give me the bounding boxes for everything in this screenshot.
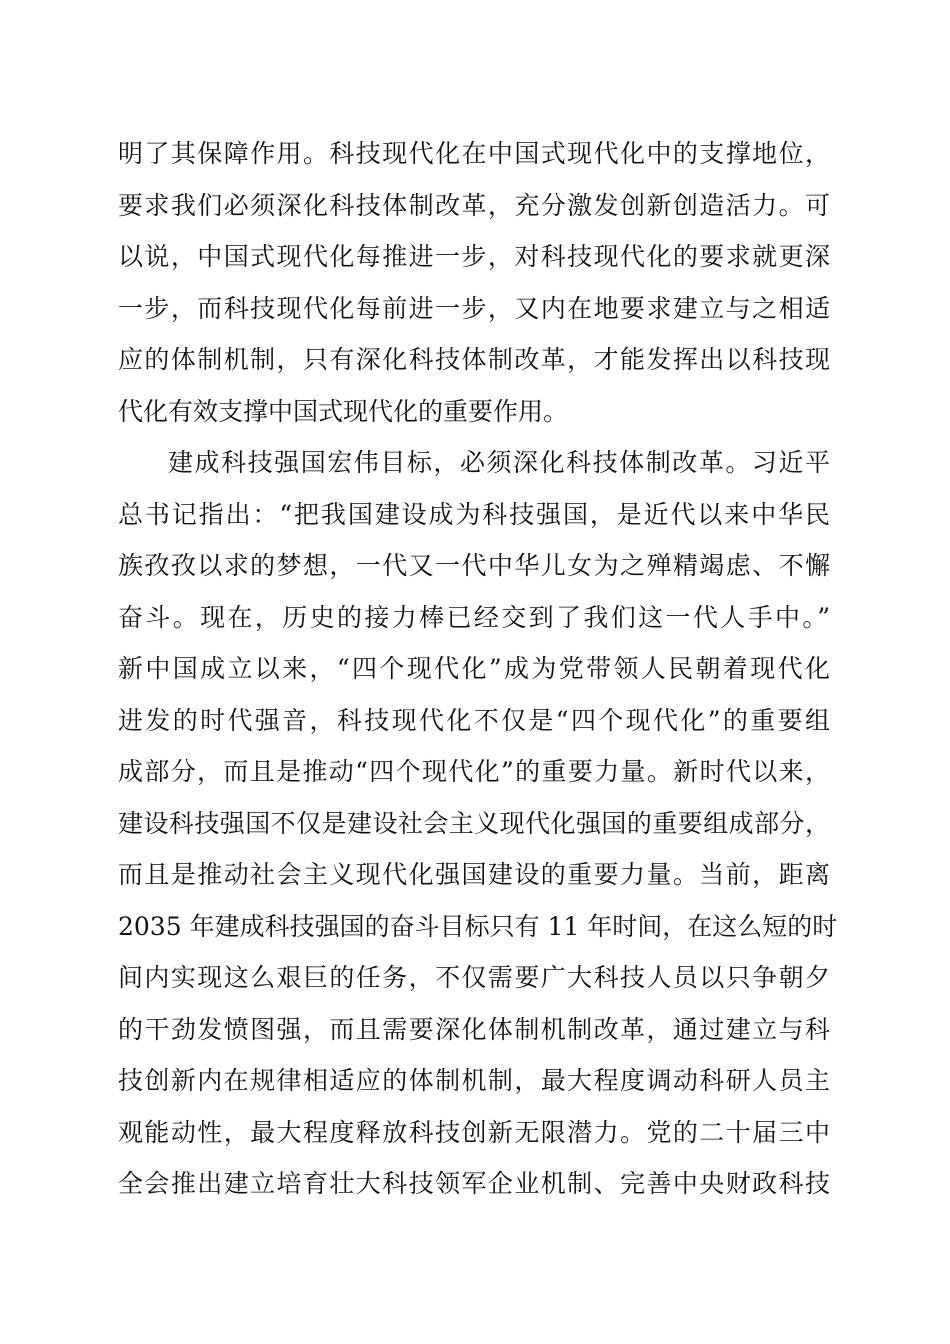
paragraph-1-line-5: 应的体制机制，只有深化科技体制改革，才能发挥出以科技现 xyxy=(118,345,830,374)
paragraph-2-line-12: 的干劲发愤图强，而且需要深化体制机制改革，通过建立与科 xyxy=(118,1014,830,1044)
paragraph-2-line-7: 成部分，而且是推动“四个现代化”的重要力量。新时代以来， xyxy=(118,757,830,786)
paragraph-2-line-13: 技创新内在规律相适应的体制机制，最大程度调动科研人员主 xyxy=(118,1066,830,1095)
paragraph-1-line-6: 代化有效支撑中国式现代化的重要作用。 xyxy=(118,396,569,426)
paragraph-1-line-2: 要求我们必须深化科技体制改革，充分激发创新创造活力。可 xyxy=(118,190,830,220)
paragraph-2-line-10: 2035 年建成科技强国的奋斗目标只有 11 年时间，在这么短的时 xyxy=(118,911,838,941)
paragraph-2-line-14: 观能动性，最大程度释放科技创新无限潜力。党的二十届三中 xyxy=(118,1117,830,1147)
paragraph-1-line-1: 明了其保障作用。科技现代化在中国式现代化中的支撑地位， xyxy=(118,139,830,168)
paragraph-2-line-8: 建设科技强国不仅是建设社会主义现代化强国的重要组成部分， xyxy=(118,808,830,838)
paragraph-2-line-15: 全会推出建立培育壮大科技领军企业机制、完善中央财政科技 xyxy=(118,1169,830,1198)
paragraph-2-line-5: 新中国成立以来，“四个现代化”成为党带领人民朝着现代化 xyxy=(118,654,830,683)
paragraph-2-line-3: 族孜孜以求的梦想，一代又一代中华儿女为之殚精竭虑、不懈 xyxy=(118,551,830,580)
paragraph-2-line-9: 而且是推动社会主义现代化强国建设的重要力量。当前，距离 xyxy=(118,860,830,889)
paragraph-2-line-11: 间内实现这么艰巨的任务，不仅需要广大科技人员以只争朝夕 xyxy=(118,963,830,992)
paragraph-2-line-2: 总书记指出：“把我国建设成为科技强国，是近代以来中华民 xyxy=(118,499,830,529)
paragraph-1-line-3: 以说，中国式现代化每推进一步，对科技现代化的要求就更深 xyxy=(118,242,830,271)
paragraph-2-line-1: 建成科技强国宏伟目标，必须深化科技体制改革。习近平 xyxy=(168,448,830,477)
body-text xyxy=(118,128,838,1210)
paragraph-1-line-4: 一步，而科技现代化每前进一步，又内在地要求建立与之相适 xyxy=(118,293,830,323)
paragraph-2-line-4: 奋斗。现在，历史的接力棒已经交到了我们这一代人手中。” xyxy=(118,602,830,632)
paragraph-2-line-6: 进发的时代强音，科技现代化不仅是“四个现代化”的重要组 xyxy=(118,705,830,735)
